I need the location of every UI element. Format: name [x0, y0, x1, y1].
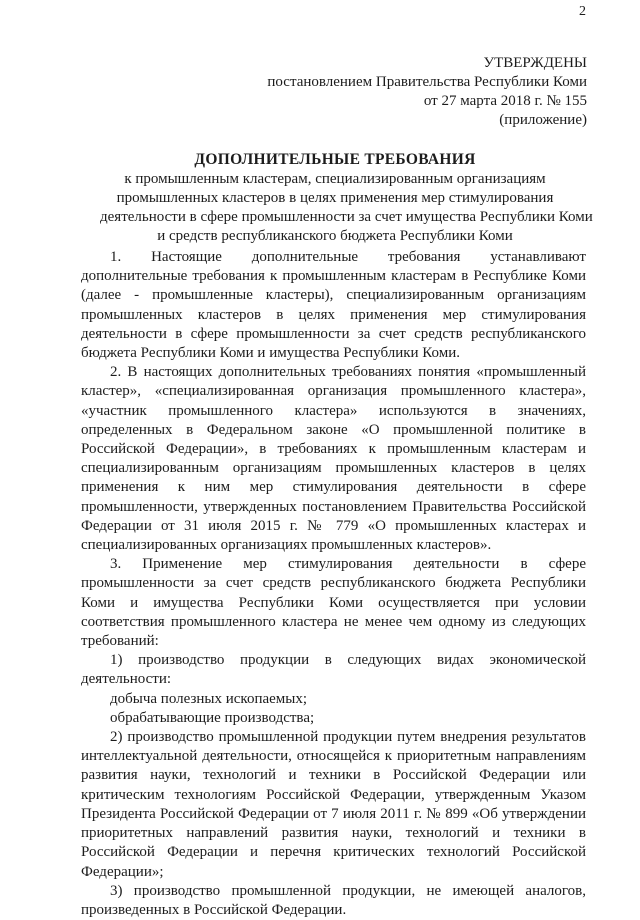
- document-body: [81, 248, 586, 920]
- sub-item-manufacturing: обрабатывающие производства;: [110, 709, 315, 726]
- subtitle-line: к промышленным кластерам, специализированным организациям: [124, 171, 546, 187]
- sub-item-mining: добыча полезных ископаемых;: [110, 690, 308, 707]
- subtitle-line: и средств республиканского бюджета Республики Коми: [157, 228, 513, 244]
- approval-date: от 27 марта 2018 г. № 155: [423, 93, 587, 109]
- paragraph-1: 1. Настоящие дополнительные требования устанавливают дополнительные требования к промышленным кластерам в Республике Коми (далее - промышленные кластеры), специализированным организациям промышленных кластеров в целях применения мер стимулирования деятельности в сфере промышленности за счет средств республиканского бюджета Республики Коми и имущества Республики Коми.: [81, 249, 586, 362]
- document-title: ДОПОЛНИТЕЛЬНЫЕ ТРЕБОВАНИЯ: [194, 151, 476, 168]
- list-item-3: 3) производство промышленной продукции, не имеющей аналогов, произведенных в Российской Федерации.: [81, 882, 586, 918]
- list-item-2: 2) производство промышленной продукции путем внедрения результатов интеллектуальной деятельности, относящейся к приоритетным направлениям развития науки, технологий и техники в Российской Федерации или критическим технологиям Российской Федерации, утвержденным Указом Президента Российской Федерации от 7 июля 2011 г. № 899 «Об утверждении приоритетных направлений развития науки, технологий и техники в Российской Федерации и перечня критических технологий Российской Федерации»;: [81, 729, 586, 880]
- paragraph-2: 2. В настоящих дополнительных требованиях понятия «промышленный кластер», «специализированная организация промышленного кластера», «участник промышленного кластера» используются в значениях, определенных в Федеральном законе «О промышленной политике в Российской Федерации», в требованиях к промышленным кластерам и специализированным организациям промышленных кластеров в целях применения к ним мер стимулирования деятельности в сфере промышленности, утвержденных постановлением Правительства Российской Федерации от 31 июля 2015 г. № 779 «О промышленных кластерах и специализированных организациях промышленных кластеров».: [81, 364, 586, 554]
- page-number: 2: [579, 4, 586, 19]
- document-subtitle: [100, 170, 593, 246]
- approval-issuer: постановлением Правительства Республики Коми: [267, 74, 587, 90]
- subtitle-line: деятельности в сфере промышленности за счет имущества Республики Коми: [100, 209, 593, 225]
- paragraph-3: 3. Применение мер стимулирования деятельности в сфере промышленности за счет средств республиканского бюджета Республики Коми и имущества Республики Коми осуществляется при условии соответствия промышленного кластера не менее чем одному из следующих требований:: [81, 556, 586, 650]
- approval-title: УТВЕРЖДЕНЫ: [483, 55, 587, 71]
- document-heading: [100, 150, 593, 246]
- approval-note: (приложение): [499, 112, 587, 128]
- list-item-1: 1) производство продукции в следующих видах экономической деятельности:: [81, 652, 586, 688]
- approval-stamp: [227, 54, 587, 130]
- subtitle-line: промышленных кластеров в целях применения мер стимулирования: [116, 190, 554, 206]
